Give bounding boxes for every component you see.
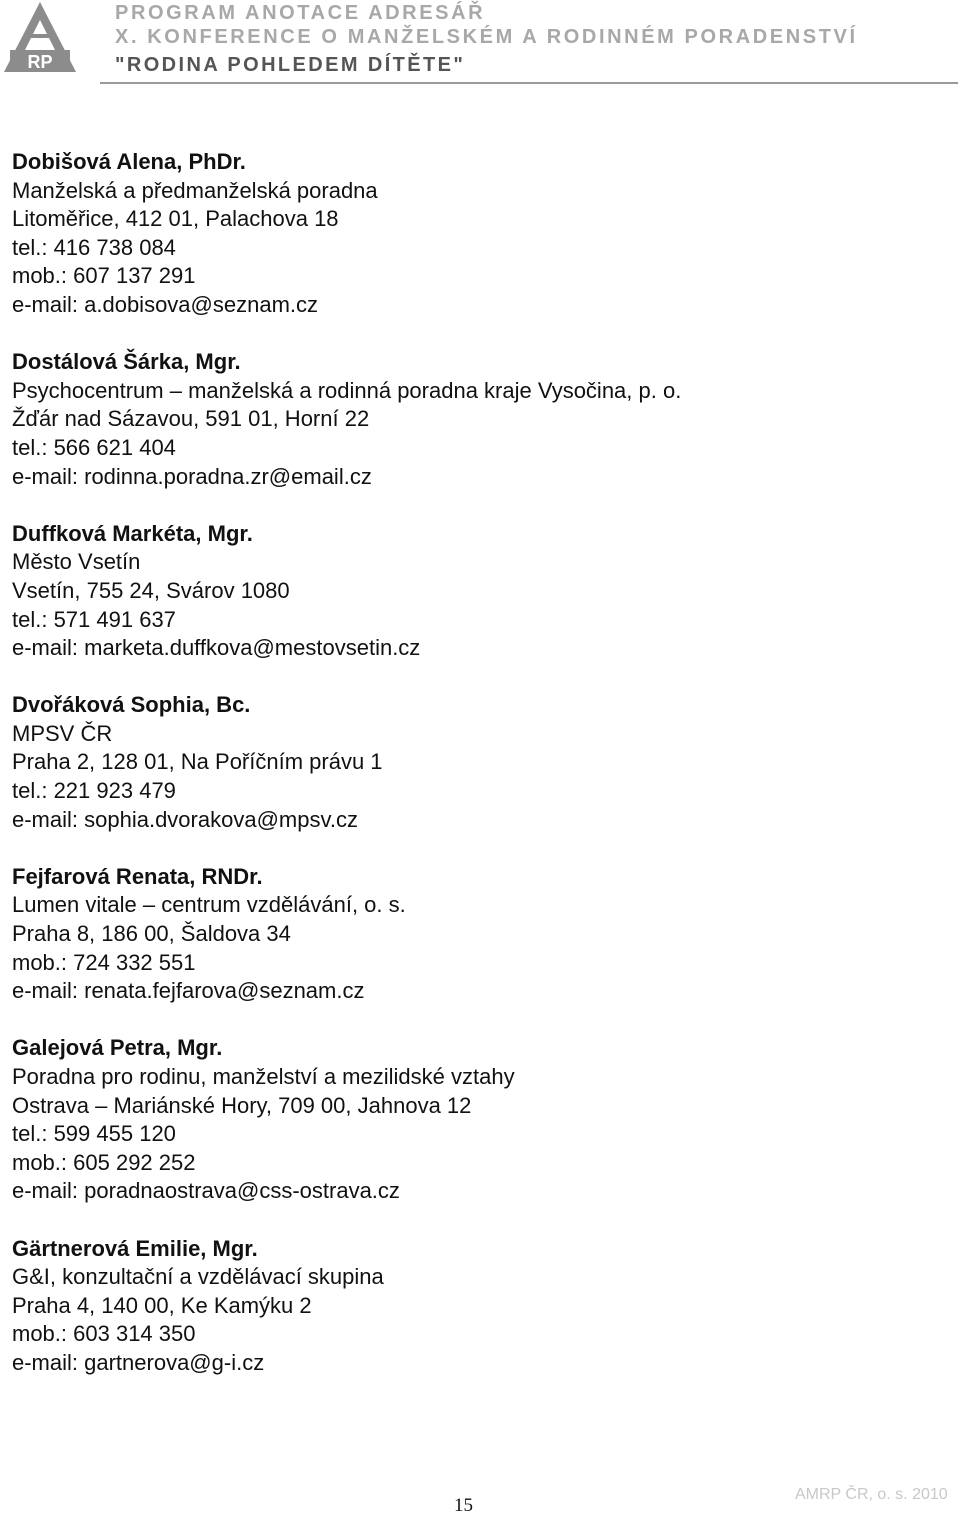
contact-name: Gärtnerová Emilie, Mgr. [12,1235,258,1261]
contact-email: e-mail: gartnerova@g-i.cz [12,1349,265,1375]
page-header [0,0,960,86]
address-entry [12,520,942,663]
amrp-logo-icon [2,0,78,74]
contact-name: Galejová Petra, Mgr. [12,1035,223,1061]
logo-text: RP [27,52,53,72]
contact-email: e-mail: sophia.dvorakova@mpsv.cz [12,806,358,832]
contact-mobile: mob.: 607 137 291 [12,263,196,289]
contact-organization: Lumen vitale – centrum vzdělávání, o. s. [12,892,406,918]
contact-email: e-mail: renata.fejfarova@seznam.cz [12,978,365,1004]
contact-name: Dvořáková Sophia, Bc. [12,692,251,718]
contact-name: Duffková Markéta, Mgr. [12,520,253,546]
contact-phone: tel.: 416 738 084 [12,234,176,260]
contact-phone: tel.: 599 455 120 [12,1121,176,1147]
header-motto: "RODINA POHLEDEM DÍTĚTE" [115,54,466,76]
contact-address: Praha 4, 140 00, Ke Kamýku 2 [12,1292,312,1318]
contact-address: Praha 8, 186 00, Šaldova 34 [12,921,291,947]
contact-phone: tel.: 571 491 637 [12,606,176,632]
contact-organization: Poradna pro rodinu, manželství a mezilidské vztahy [12,1064,515,1089]
contact-address: Litoměřice, 412 01, Palachova 18 [12,206,339,232]
contact-organization: Psychocentrum – manželská a rodinná poradna kraje Vysočina, p. o. [12,377,682,403]
contact-address: Vsetín, 755 24, Svárov 1080 [12,577,290,603]
address-entry [12,1034,942,1206]
contact-email: e-mail: rodinna.poradna.zr@email.cz [12,463,372,489]
contact-mobile: mob.: 603 314 350 [12,1321,196,1347]
header-conference: X. KONFERENCE O MANŽELSKÉM A RODINNÉM PORADENSTVÍ [115,26,858,48]
address-list [12,148,942,1406]
contact-name: Fejfarová Renata, RNDr. [12,863,263,889]
contact-mobile: mob.: 724 332 551 [12,949,196,975]
contact-organization: G&I, konzultační a vzdělávací skupina [12,1264,384,1290]
address-entry [12,348,942,491]
address-entry [12,148,942,320]
contact-organization: MPSV ČR [12,720,113,746]
contact-phone: tel.: 221 923 479 [12,778,176,804]
contact-mobile: mob.: 605 292 252 [12,1149,196,1175]
contact-name: Dobišová Alena, PhDr. [12,149,246,174]
footer-credit: AMRP ČR, o. s. 2010 [795,1486,948,1503]
contact-phone: tel.: 566 621 404 [12,434,176,460]
header-rule [100,82,958,84]
contact-address: Praha 2, 128 01, Na Poříčním právu 1 [12,749,383,775]
contact-address: Ostrava – Mariánské Hory, 709 00, Jahnova 12 [12,1092,472,1118]
page-number: 15 [454,1495,473,1516]
address-entry [12,863,942,1006]
address-entry [12,1235,942,1378]
contact-email: e-mail: poradnaostrava@css-ostrava.cz [12,1178,400,1204]
contact-email: e-mail: a.dobisova@seznam.cz [12,291,319,317]
contact-address: Žďár nad Sázavou, 591 01, Horní 22 [12,406,370,432]
header-title: PROGRAM ANOTACE ADRESÁŘ [115,2,486,24]
contact-name: Dostálová Šárka, Mgr. [12,349,241,375]
contact-organization: Město Vsetín [12,549,141,575]
contact-email: e-mail: marketa.duffkova@mestovsetin.cz [12,635,421,661]
contact-organization: Manželská a předmanželská poradna [12,177,378,203]
address-entry [12,691,942,834]
